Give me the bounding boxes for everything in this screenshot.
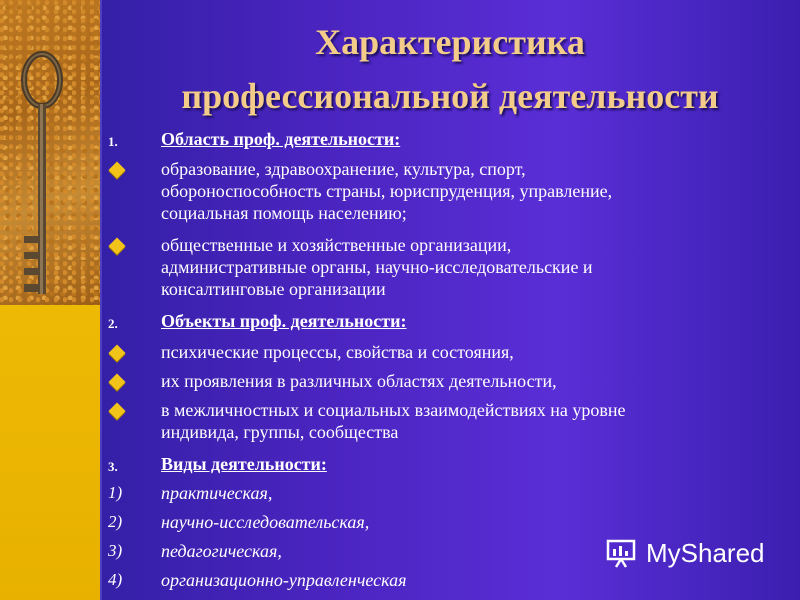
bullet-line: психические процессы, свойства и состояния, — [161, 342, 514, 362]
section-number: 1. — [108, 134, 118, 149]
diamond-bullet-icon — [109, 238, 126, 255]
diamond-bullet-icon — [109, 162, 126, 179]
bullet-line: их проявления в различных областях деятельности, — [161, 371, 557, 391]
key-photo — [0, 0, 100, 305]
section-heading-text: Область проф. деятельности: — [161, 129, 401, 149]
section-heading-text: Виды деятельности: — [161, 454, 327, 474]
myshared-watermark[interactable] — [606, 536, 786, 572]
list-text: педагогическая, — [161, 541, 282, 561]
bullet-line: социальная помощь населению; — [161, 203, 407, 223]
list-text: научно-исследовательская, — [161, 512, 370, 532]
slide-title-line2: профессиональной деятельности — [181, 76, 719, 116]
diamond-bullet-icon — [109, 345, 126, 362]
section-number: 2. — [108, 316, 118, 331]
bullet-line: в межличностных и социальных взаимодействиях на уровне — [161, 400, 626, 420]
bullet-line: образование, здравоохранение, культура, спорт, — [161, 159, 526, 179]
list-number: 3) — [108, 541, 123, 560]
section-heading-text: Объекты проф. деятельности: — [161, 311, 407, 331]
list-number: 4) — [108, 570, 123, 589]
list-number: 2) — [108, 512, 123, 531]
bullet-line: обороноспособность страны, юриспруденция, управление, — [161, 181, 613, 201]
list-text: организационно-управленческая — [161, 570, 407, 590]
presentation-board-icon — [606, 538, 638, 568]
list-number: 1) — [108, 483, 123, 502]
diamond-bullet-icon — [109, 374, 126, 391]
key-icon — [10, 50, 80, 300]
bullet-line: административные органы, научно-исследовательские и — [161, 257, 593, 277]
slide-title-line1: Характеристика — [315, 22, 585, 62]
section-number: 3. — [108, 459, 118, 474]
bullet-line: консалтинговые организации — [161, 279, 386, 299]
watermark-text: MyShared — [646, 538, 765, 568]
diamond-bullet-icon — [109, 403, 126, 420]
bullet-line: общественные и хозяйственные организации, — [161, 235, 512, 255]
list-text: практическая, — [161, 483, 273, 503]
bullet-line: индивида, группы, сообщества — [161, 422, 399, 442]
